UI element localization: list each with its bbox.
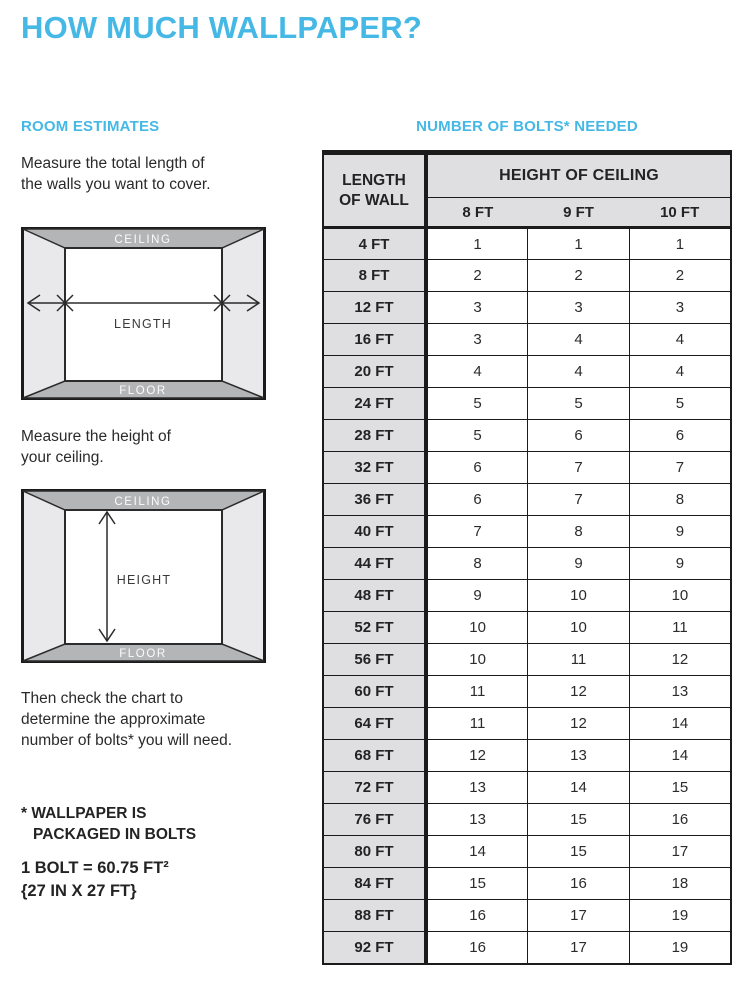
bolt-count-cell: 15: [629, 772, 731, 804]
bolt-count-cell: 11: [629, 612, 731, 644]
bolt-count-cell: 16: [426, 900, 528, 932]
table-header-row: [323, 153, 731, 198]
floor-label: FLOOR: [119, 648, 167, 660]
bolt-table-body: [323, 228, 731, 964]
bolt-count-cell: 14: [629, 740, 731, 772]
height-label: HEIGHT: [116, 573, 172, 587]
wall-length-cell: 88 FT: [323, 900, 426, 932]
bolt-count-cell: 1: [426, 228, 528, 260]
wall-length-cell: 36 FT: [323, 484, 426, 516]
ceiling-label: CEILING: [114, 234, 172, 246]
bolt-count-cell: 16: [629, 804, 731, 836]
table-row: [323, 452, 731, 484]
bolt-count-cell: 10: [629, 580, 731, 612]
wallpaper-bolts-footnote: [21, 803, 196, 845]
table-row: [323, 548, 731, 580]
bolt-count-cell: 14: [426, 836, 528, 868]
table-row: [323, 772, 731, 804]
bolt-count-cell: 8: [629, 484, 731, 516]
wall-length-cell: 28 FT: [323, 420, 426, 452]
bolt-count-cell: 12: [629, 644, 731, 676]
text-line: PACKAGED IN BOLTS: [33, 826, 197, 843]
wall-length-cell: 32 FT: [323, 452, 426, 484]
room-length-diagram: [21, 227, 266, 400]
wall-length-cell: 92 FT: [323, 932, 426, 964]
bolt-count-cell: 10: [426, 644, 528, 676]
bolt-count-cell: 6: [426, 484, 528, 516]
table-row: [323, 708, 731, 740]
table-row: [323, 804, 731, 836]
bolt-count-cell: 15: [528, 804, 630, 836]
bolt-count-cell: 1: [528, 228, 630, 260]
bolt-count-cell: 4: [629, 356, 731, 388]
wall-length-cell: 64 FT: [323, 708, 426, 740]
wall-length-cell: 60 FT: [323, 676, 426, 708]
text-line: Measure the height of: [21, 428, 171, 445]
bolt-count-cell: 7: [528, 452, 630, 484]
table-row: [323, 324, 731, 356]
wall-length-cell: 12 FT: [323, 292, 426, 324]
bolt-count-cell: 12: [528, 676, 630, 708]
text-line: * WALLPAPER IS: [21, 805, 147, 822]
step1-text: [21, 153, 211, 195]
bolt-count-cell: 14: [629, 708, 731, 740]
bolt-count-cell: 13: [426, 772, 528, 804]
bolt-count-cell: 7: [528, 484, 630, 516]
text-line: OF WALL: [339, 191, 409, 209]
step3-text: [21, 688, 232, 751]
wall-length-cell: 56 FT: [323, 644, 426, 676]
bolts-needed-heading: NUMBER OF BOLTS* NEEDED: [416, 118, 638, 135]
height-of-ceiling-header: HEIGHT OF CEILING: [426, 153, 731, 198]
bolt-count-cell: 12: [426, 740, 528, 772]
bolt-count-cell: 2: [528, 260, 630, 292]
bolt-count-cell: 19: [629, 900, 731, 932]
text-line: your ceiling.: [21, 449, 104, 466]
bolt-count-cell: 3: [426, 292, 528, 324]
wall-length-cell: 68 FT: [323, 740, 426, 772]
text-line: Measure the total length of: [21, 155, 205, 172]
bolts-table: [322, 150, 732, 965]
text-line: Then check the chart to: [21, 690, 183, 707]
ceiling-label: CEILING: [114, 496, 172, 508]
bolt-count-cell: 19: [629, 932, 731, 964]
bolt-count-cell: 13: [426, 804, 528, 836]
wall-length-cell: 44 FT: [323, 548, 426, 580]
length-label: LENGTH: [114, 317, 172, 331]
back-wall: [65, 248, 222, 381]
table-row: [323, 260, 731, 292]
bolt-count-cell: 11: [426, 708, 528, 740]
bolt-count-cell: 4: [629, 324, 731, 356]
text-line: LENGTH: [342, 171, 406, 189]
bolt-count-cell: 8: [528, 516, 630, 548]
wall-length-cell: 8 FT: [323, 260, 426, 292]
bolt-count-cell: 14: [528, 772, 630, 804]
table-row: [323, 356, 731, 388]
bolt-count-cell: 16: [528, 868, 630, 900]
room-height-diagram: [21, 489, 266, 663]
text-line: number of bolts* you will need.: [21, 732, 233, 749]
bolt-count-cell: 7: [426, 516, 528, 548]
bolt-count-cell: 12: [528, 708, 630, 740]
table-row: [323, 868, 731, 900]
bolt-count-cell: 2: [629, 260, 731, 292]
bolt-count-cell: 15: [528, 836, 630, 868]
bolt-count-cell: 13: [528, 740, 630, 772]
step2-text: [21, 426, 171, 468]
bolt-count-cell: 6: [426, 452, 528, 484]
wall-length-cell: 24 FT: [323, 388, 426, 420]
bolt-count-cell: 5: [426, 388, 528, 420]
text-line: determine the approximate: [21, 711, 206, 728]
table-row: [323, 580, 731, 612]
bolt-count-cell: 6: [528, 420, 630, 452]
bolt-count-cell: 10: [528, 580, 630, 612]
wall-length-cell: 20 FT: [323, 356, 426, 388]
table-row: [323, 612, 731, 644]
bolt-count-cell: 16: [426, 932, 528, 964]
table-row: [323, 420, 731, 452]
bolt-count-cell: 4: [528, 324, 630, 356]
table-row: [323, 484, 731, 516]
col-header-8ft: 8 FT: [426, 198, 528, 228]
bolt-count-cell: 5: [629, 388, 731, 420]
wall-length-cell: 72 FT: [323, 772, 426, 804]
bolt-count-cell: 6: [629, 420, 731, 452]
table-row: [323, 900, 731, 932]
table-row: [323, 644, 731, 676]
bolt-count-cell: 9: [528, 548, 630, 580]
wall-length-cell: 4 FT: [323, 228, 426, 260]
table-row: [323, 388, 731, 420]
bolt-count-cell: 7: [629, 452, 731, 484]
wall-length-cell: 40 FT: [323, 516, 426, 548]
col-header-9ft: 9 FT: [528, 198, 630, 228]
bolt-count-cell: 18: [629, 868, 731, 900]
room-estimates-heading: ROOM ESTIMATES: [21, 118, 160, 135]
page-title: HOW MUCH WALLPAPER?: [21, 10, 423, 45]
bolt-count-cell: 8: [426, 548, 528, 580]
text-line: 1 BOLT = 60.75 FT²: [21, 859, 169, 877]
length-of-wall-header: [323, 153, 426, 228]
bolt-count-cell: 4: [528, 356, 630, 388]
table-row: [323, 676, 731, 708]
col-header-10ft: 10 FT: [629, 198, 731, 228]
bolt-count-cell: 9: [426, 580, 528, 612]
bolt-size-info: [21, 857, 169, 903]
bolt-count-cell: 3: [426, 324, 528, 356]
bolt-count-cell: 17: [629, 836, 731, 868]
text-line: the walls you want to cover.: [21, 176, 211, 193]
wall-length-cell: 76 FT: [323, 804, 426, 836]
bolt-count-cell: 3: [629, 292, 731, 324]
bolt-count-cell: 2: [426, 260, 528, 292]
bolt-count-cell: 10: [528, 612, 630, 644]
bolt-count-cell: 3: [528, 292, 630, 324]
bolt-count-cell: 13: [629, 676, 731, 708]
bolt-count-cell: 9: [629, 548, 731, 580]
table-row: [323, 228, 731, 260]
wall-length-cell: 84 FT: [323, 868, 426, 900]
table-row: [323, 836, 731, 868]
bolt-count-cell: 5: [528, 388, 630, 420]
text-line: {27 IN X 27 FT}: [21, 882, 137, 900]
bolt-count-cell: 9: [629, 516, 731, 548]
bolt-count-cell: 15: [426, 868, 528, 900]
wall-length-cell: 16 FT: [323, 324, 426, 356]
bolt-count-cell: 1: [629, 228, 731, 260]
bolt-count-cell: 5: [426, 420, 528, 452]
bolt-count-cell: 11: [426, 676, 528, 708]
table-row: [323, 292, 731, 324]
bolt-count-cell: 4: [426, 356, 528, 388]
bolt-count-cell: 10: [426, 612, 528, 644]
table-row: [323, 932, 731, 964]
wall-length-cell: 48 FT: [323, 580, 426, 612]
table-row: [323, 740, 731, 772]
wall-length-cell: 52 FT: [323, 612, 426, 644]
bolt-count-cell: 17: [528, 900, 630, 932]
table-row: [323, 516, 731, 548]
bolt-count-cell: 11: [528, 644, 630, 676]
wall-length-cell: 80 FT: [323, 836, 426, 868]
bolt-count-cell: 17: [528, 932, 630, 964]
floor-label: FLOOR: [119, 385, 167, 397]
